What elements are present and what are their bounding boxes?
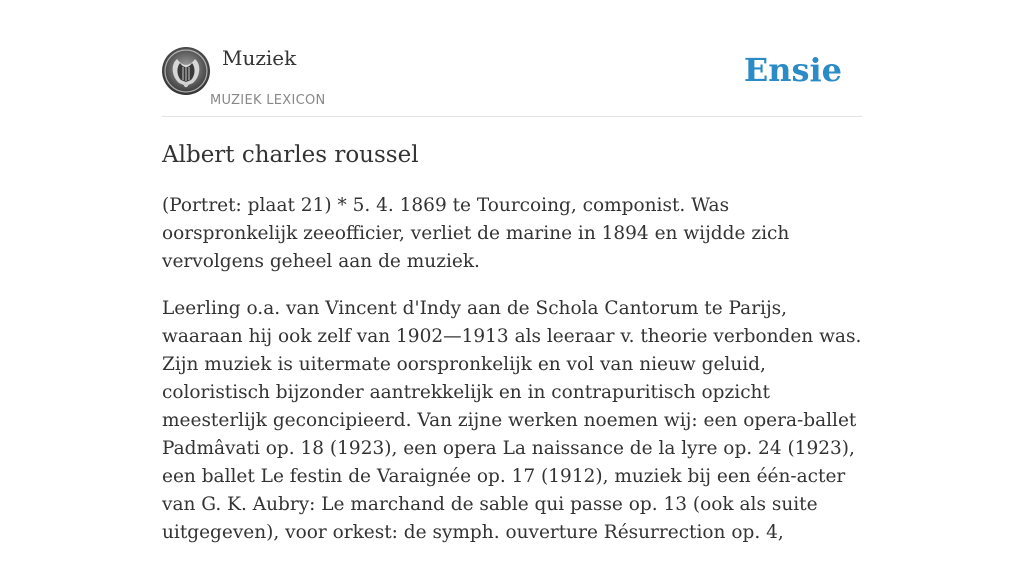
source-subtitle[interactable]: MUZIEK LEXICON <box>210 93 326 108</box>
article-body <box>162 192 864 566</box>
article-title: Albert charles roussel <box>162 142 419 168</box>
lyre-emblem-icon[interactable] <box>162 47 210 95</box>
brand-logo[interactable]: Ensie <box>743 51 842 89</box>
header <box>162 0 862 117</box>
article-paragraph: Leerling o.a. van Vincent d'Indy aan de Schola Cantorum te Parijs, waaraan hij ook zelf van 1902—1913 als leeraar v. theorie verbonden was. Zijn muziek is uitermate oorspronkelijk en vol van nieuw geluid, coloristisch bijzonder aantrekkelijk en in contrapuritisch opzicht meesterlijk geconcipieerd. Van zijne werken noemen wij: een opera-ballet Padmâvati op. 18 (1923), een opera La naissance de la lyre op. 24 (1923), een ballet Le festin de Varaignée op. 17 (1912), muziek bij een één-acter van G. K. Aubry: Le marchand de sable qui passe op. 13 (ook als suite uitgegeven), voor orkest: de symph. ouverture Résurrection op. 4, <box>162 298 862 543</box>
article-paragraph: (Portret: plaat 21) * 5. 4. 1869 te Tourcoing, componist. Was oorspronkelijk zeeofficier, verliet de marine in 1894 en wijdde zich vervolgens geheel aan de muziek. <box>162 195 790 272</box>
source-title[interactable]: Muziek <box>222 46 297 70</box>
